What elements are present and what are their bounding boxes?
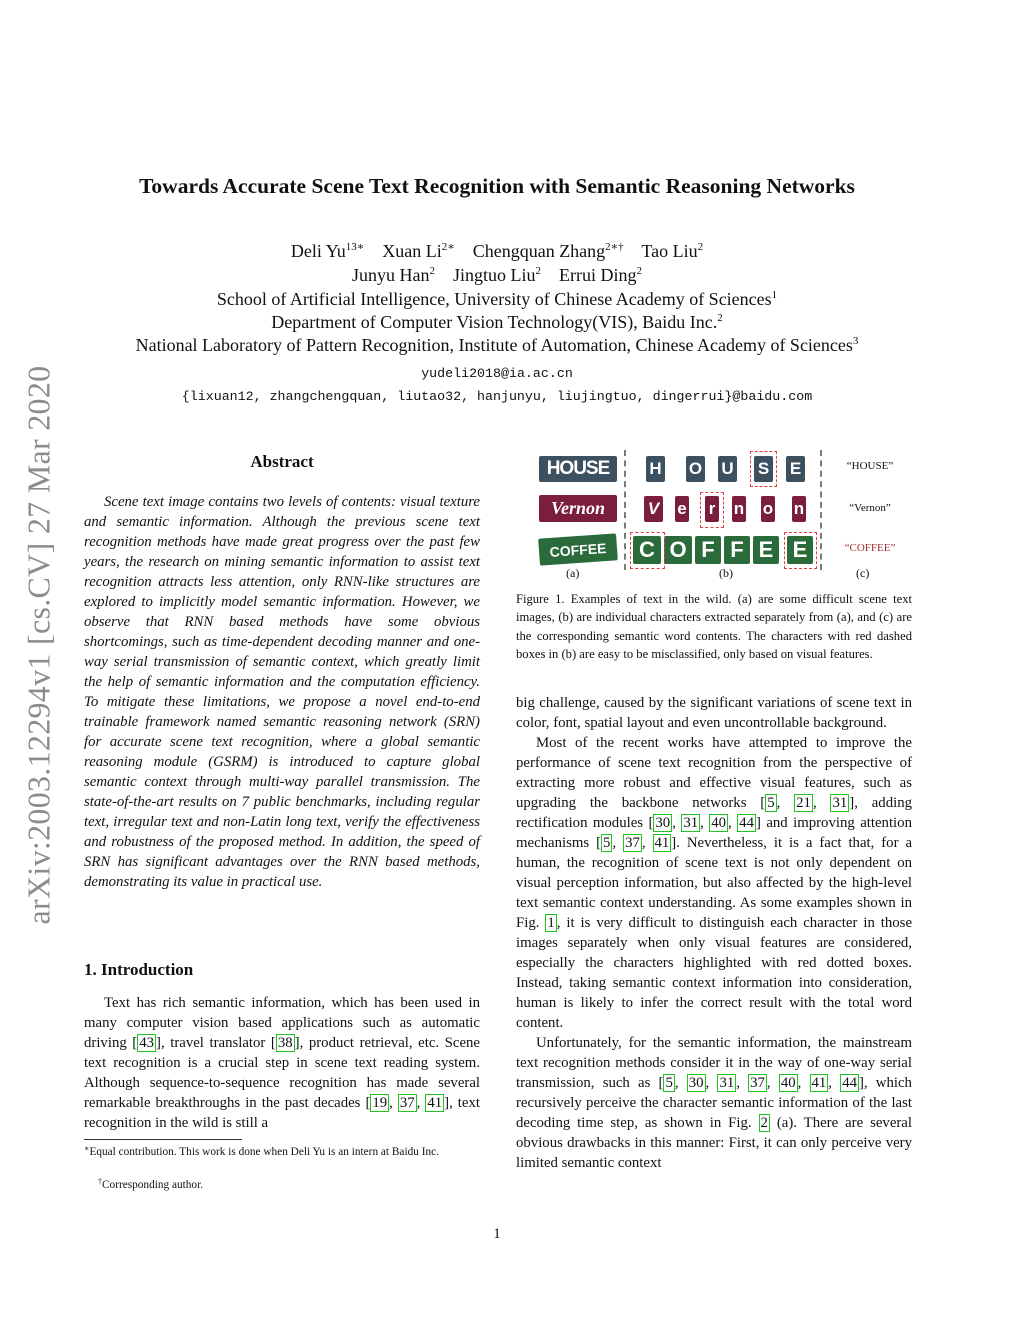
author-name: Errui Ding [559,265,637,285]
citation-link[interactable]: 31 [683,815,699,831]
affiliation-sup: 2 [717,312,723,324]
label-vernon: “Vernon” [849,502,891,514]
author-name: Jingtuo Liu [453,265,536,285]
char-box: r [705,496,719,522]
misclassify-box [784,532,817,569]
text-run: Unfortunately, for the semantic information, the mainstream text recognition methods consider it in the way of one-way serial transmission, such as [ [516,1035,912,1091]
author-sup: 2∗† [605,241,624,253]
author-sup: 2 [636,265,642,277]
footnote-equal [84,1145,480,1160]
figure-link[interactable]: 2 [760,1115,768,1131]
footnote-mark: † [98,1177,102,1186]
citation-link[interactable]: 30 [655,815,671,831]
author-line-1 [60,240,934,263]
author-sup: 13∗ [345,241,365,253]
citation-link[interactable]: 44 [739,815,754,831]
citation-link[interactable]: 19 [372,1095,388,1111]
footnote-text: Equal contribution. This work is done when Deli Yu is an intern at Baidu Inc. [89,1146,439,1158]
paper-title: Towards Accurate Scene Text Recognition with Semantic Reasoning Networks [139,174,855,198]
author-name: Xuan Li [382,241,442,261]
citation-link[interactable]: 31 [832,795,848,811]
arxiv-stamp [14,345,64,945]
citation-link[interactable]: 21 [796,795,811,811]
char-box: O [686,456,705,482]
abstract-text: Scene text image contains two levels of contents: visual texture and semantic information. Although the previous scene text recognition methods have made great progress over the past few years, the research on mining semantic information to assist text recognition attracts less attention, only RNN-like structures are explored to implicitly model semantic information. However, we observe that RNN based methods have some obvious shortcomings, such as time-dependent decoding manner and one-way serial transmission of semantic context, which greatly limit the help of semantic information and the computation efficiency. To mitigate these limitations, we propose a novel end-to-end trainable framework named semantic reasoning network (SRN) for accurate scene text recognition, where a global semantic reasoning module (GSRM) is introduced to capture global semantic context through multi-way parallel transmission. The state-of-the-art results on 7 public benchmarks, including regular text, irregular text and non-Latin long text, verify the effectiveness and robustness of the proposed method. In addition, the speed of SRN has significant advantages over the RNN based methods, demonstrating its value in practical use. [84,494,480,890]
misclassify-box [700,492,724,528]
citation-link[interactable]: 37 [625,835,640,851]
abstract-heading: Abstract [250,452,314,471]
text-run: ], text recognition in the wild is still a [84,1095,480,1131]
footnote-text: Corresponding author. [102,1179,204,1191]
citation-link[interactable]: 38 [277,1035,293,1051]
right-column [516,693,912,1173]
char-box: o [761,496,775,522]
char-box: n [732,496,746,522]
citation-link[interactable]: 37 [399,1095,415,1111]
char-box: O [664,536,692,564]
intro-p1: Text has rich semantic information, which has been used in many computer vision based applications such as automatic driving [ 43 ], travel translator [ 38 ], product retrieval, etc. Scene text recognition is a crucial step in scene text reading system. Although sequence-to-sequence recognition has made several remarkable breakthroughs in the past decades [ 19 , 37 , 41 ], text recognition in the wild is still a [84,995,481,1131]
affiliation-1 [60,288,934,311]
author-name: Deli Yu [290,241,346,261]
char-box: C [633,536,661,564]
citation-link[interactable]: 41 [811,1075,827,1091]
citation-link[interactable]: 40 [711,815,727,831]
right-p1: big challenge, caused by the significant variations of scene text in color, font, spatial layout and even uncontrollable background. [516,695,912,731]
right-p2: Most of the recent works have attempted to improve the performance of scene text recognition from the perspective of extracting more robust and effective visual features, such as upgrading the backbone networks [ 5 , 21 , 31 ], adding rectification modules [ 30 , 31 , 40 , 44 ] and improving attention mechanisms [ 5 , 37 , 41 ]. Nevertheless, it is a fact that, for a human, the recognition of scene text is not only dependent on visual perception information, but also affected by the high-level text semantic context understanding. As some examples shown in Fig. 1 , it is very difficult to distinguish each character in those images separately when only visual features are considered, especially the characters highlighted with red dotted boxes. Instead, taking semantic context information into consideration, human is likely to infer the correct result with the total word content. [516,735,913,1031]
text-run: Text has rich semantic information, which has been used in many computer vision based applications such as automatic driving [ [84,995,480,1051]
affiliation-sup: 3 [852,335,859,347]
char-box: n [792,496,806,522]
char-box: F [695,536,721,564]
affiliation-3 [60,334,934,357]
citation-link[interactable]: 41 [427,1095,443,1111]
char-box: U [718,456,737,482]
char-box: H [646,456,665,482]
char-box: V [644,496,663,522]
email-1: yudeli2018@ia.ac.cn [421,366,573,381]
author-name: Tao Liu [641,241,698,261]
citation-link[interactable]: 5 [665,1075,673,1091]
citation-link[interactable]: 5 [767,795,775,811]
word-image-vernon: Vernon [539,495,617,522]
sublabel-a: (a) [566,566,580,580]
char-box: E [787,536,813,564]
text-run: ] and improving attention mechanisms [ [516,815,912,851]
text-run: ], product retrieval, etc. Scene text recognition is a crucial step in scene text reading system. Although sequence-to-sequence recognition has made several remarkable breakthroughs in the past decades [ [84,1035,481,1111]
affiliation-2-text: Department of Computer Vision Technology(VIS), Baidu Inc. [271,312,718,332]
affiliation-2 [60,311,934,334]
affiliation-3-text: National Laboratory of Pattern Recognition, Institute of Automation, Chinese Academy of Sciences [135,335,853,355]
arxiv-stamp-text: arXiv:2003.12294v1 [cs.CV] 27 Mar 2020 [20,365,57,925]
author-line-2 [60,264,934,287]
separator-b-c [820,450,822,570]
citation-link[interactable]: 37 [750,1075,765,1091]
text-run: ], travel translator [ [156,1035,276,1051]
separator-a-b [624,450,626,570]
author-sup: 2 [697,241,704,253]
word-image-house: HOUSE [539,456,617,482]
author-sup: 2∗ [441,241,455,253]
figure-link[interactable]: 1 [547,915,555,931]
misclassify-box [750,451,777,487]
citation-link[interactable]: 41 [654,835,670,851]
footnote-mark: ∗ [84,1144,90,1153]
citation-link[interactable]: 30 [688,1075,704,1091]
figure-1-caption: Figure 1. Examples of text in the wild. (a) are some difficult scene text images, (b) are individual characters extracted separately from (a), and (c) are the corresponding semantic word contents. The characters with red dashed boxes in (b) are easy to be misclassified, only based on visual features. [516,592,912,661]
author-sup: 2 [535,265,542,277]
text-run: ]. Nevertheless, it is a fact that, for a human, the recognition of scene text is not only dependent on visual perception information, but also affected by the high-level text semantic context understanding. As some examples shown in Fig. [516,835,913,931]
author-sup: 2 [429,265,435,277]
char-box: E [786,456,805,482]
char-box: E [753,536,779,564]
footnote-rule [84,1139,242,1140]
citation-link[interactable]: 31 [719,1075,735,1091]
sublabel-b: (b) [719,566,733,580]
author-name: Junyu Han [352,265,430,285]
footnote-corresponding [98,1178,494,1193]
label-house: “HOUSE” [846,460,894,472]
misclassify-box [630,532,665,569]
citation-link[interactable]: 5 [603,835,611,851]
text-run: , it is very difficult to distinguish each character in those images separately when only visual features are considered, especially the characters highlighted with red dotted boxes. Instead, taking semantic context information into consideration, human is likely to infer the correct result with the total word content. [516,915,913,1031]
email-2: {lixuan12, zhangchengquan, liutao32, hanjunyu, liujingtuo, dingerrui}@baidu.com [181,389,813,404]
char-box: F [724,536,750,564]
char-box: e [675,496,689,522]
citation-link[interactable]: 43 [139,1035,155,1051]
citation-link[interactable]: 40 [780,1075,796,1091]
char-box: S [754,456,773,482]
figure-1 [536,448,916,583]
right-p3: Unfortunately, for the semantic information, the mainstream text recognition methods consider it in the way of one-way serial transmission, such as [ 5 , 30 , 31 , 37 , 40 , 41 , 44 ], which recursively perceive the character semantic information of the last decoding time step, as shown in Fig. 2 (a). There are several obvious drawbacks in this manner: First, it can only perceive very limited semantic context [516,1035,912,1171]
page-number: 1 [493,1226,501,1242]
affiliation-sup: 1 [771,289,778,301]
label-coffee: “COFFEE” [844,542,896,554]
text-run: ], adding rectification modules [ [516,795,912,831]
text-run: Most of the recent works have attempted to improve the performance of scene text recognition from the perspective of extracting more robust and effective visual features, such as upgrading the backbone networks [ [516,735,912,811]
intro-paragraph [84,993,480,1133]
sublabel-c: (c) [856,566,870,580]
word-image-coffee: COFFEE [538,533,618,565]
text-run: (a). There are several obvious drawbacks in this manner: First, it can only perceive very limited semantic context [516,1115,912,1171]
citation-link[interactable]: 44 [842,1075,857,1091]
intro-heading: 1. Introduction [84,960,194,979]
affiliation-1-text: School of Artificial Intelligence, University of Chinese Academy of Sciences [216,289,772,309]
author-name: Chengquan Zhang [472,241,606,261]
text-run: ], which recursively perceive the character semantic information of the last decoding time step, as shown in Fig. [516,1075,912,1131]
